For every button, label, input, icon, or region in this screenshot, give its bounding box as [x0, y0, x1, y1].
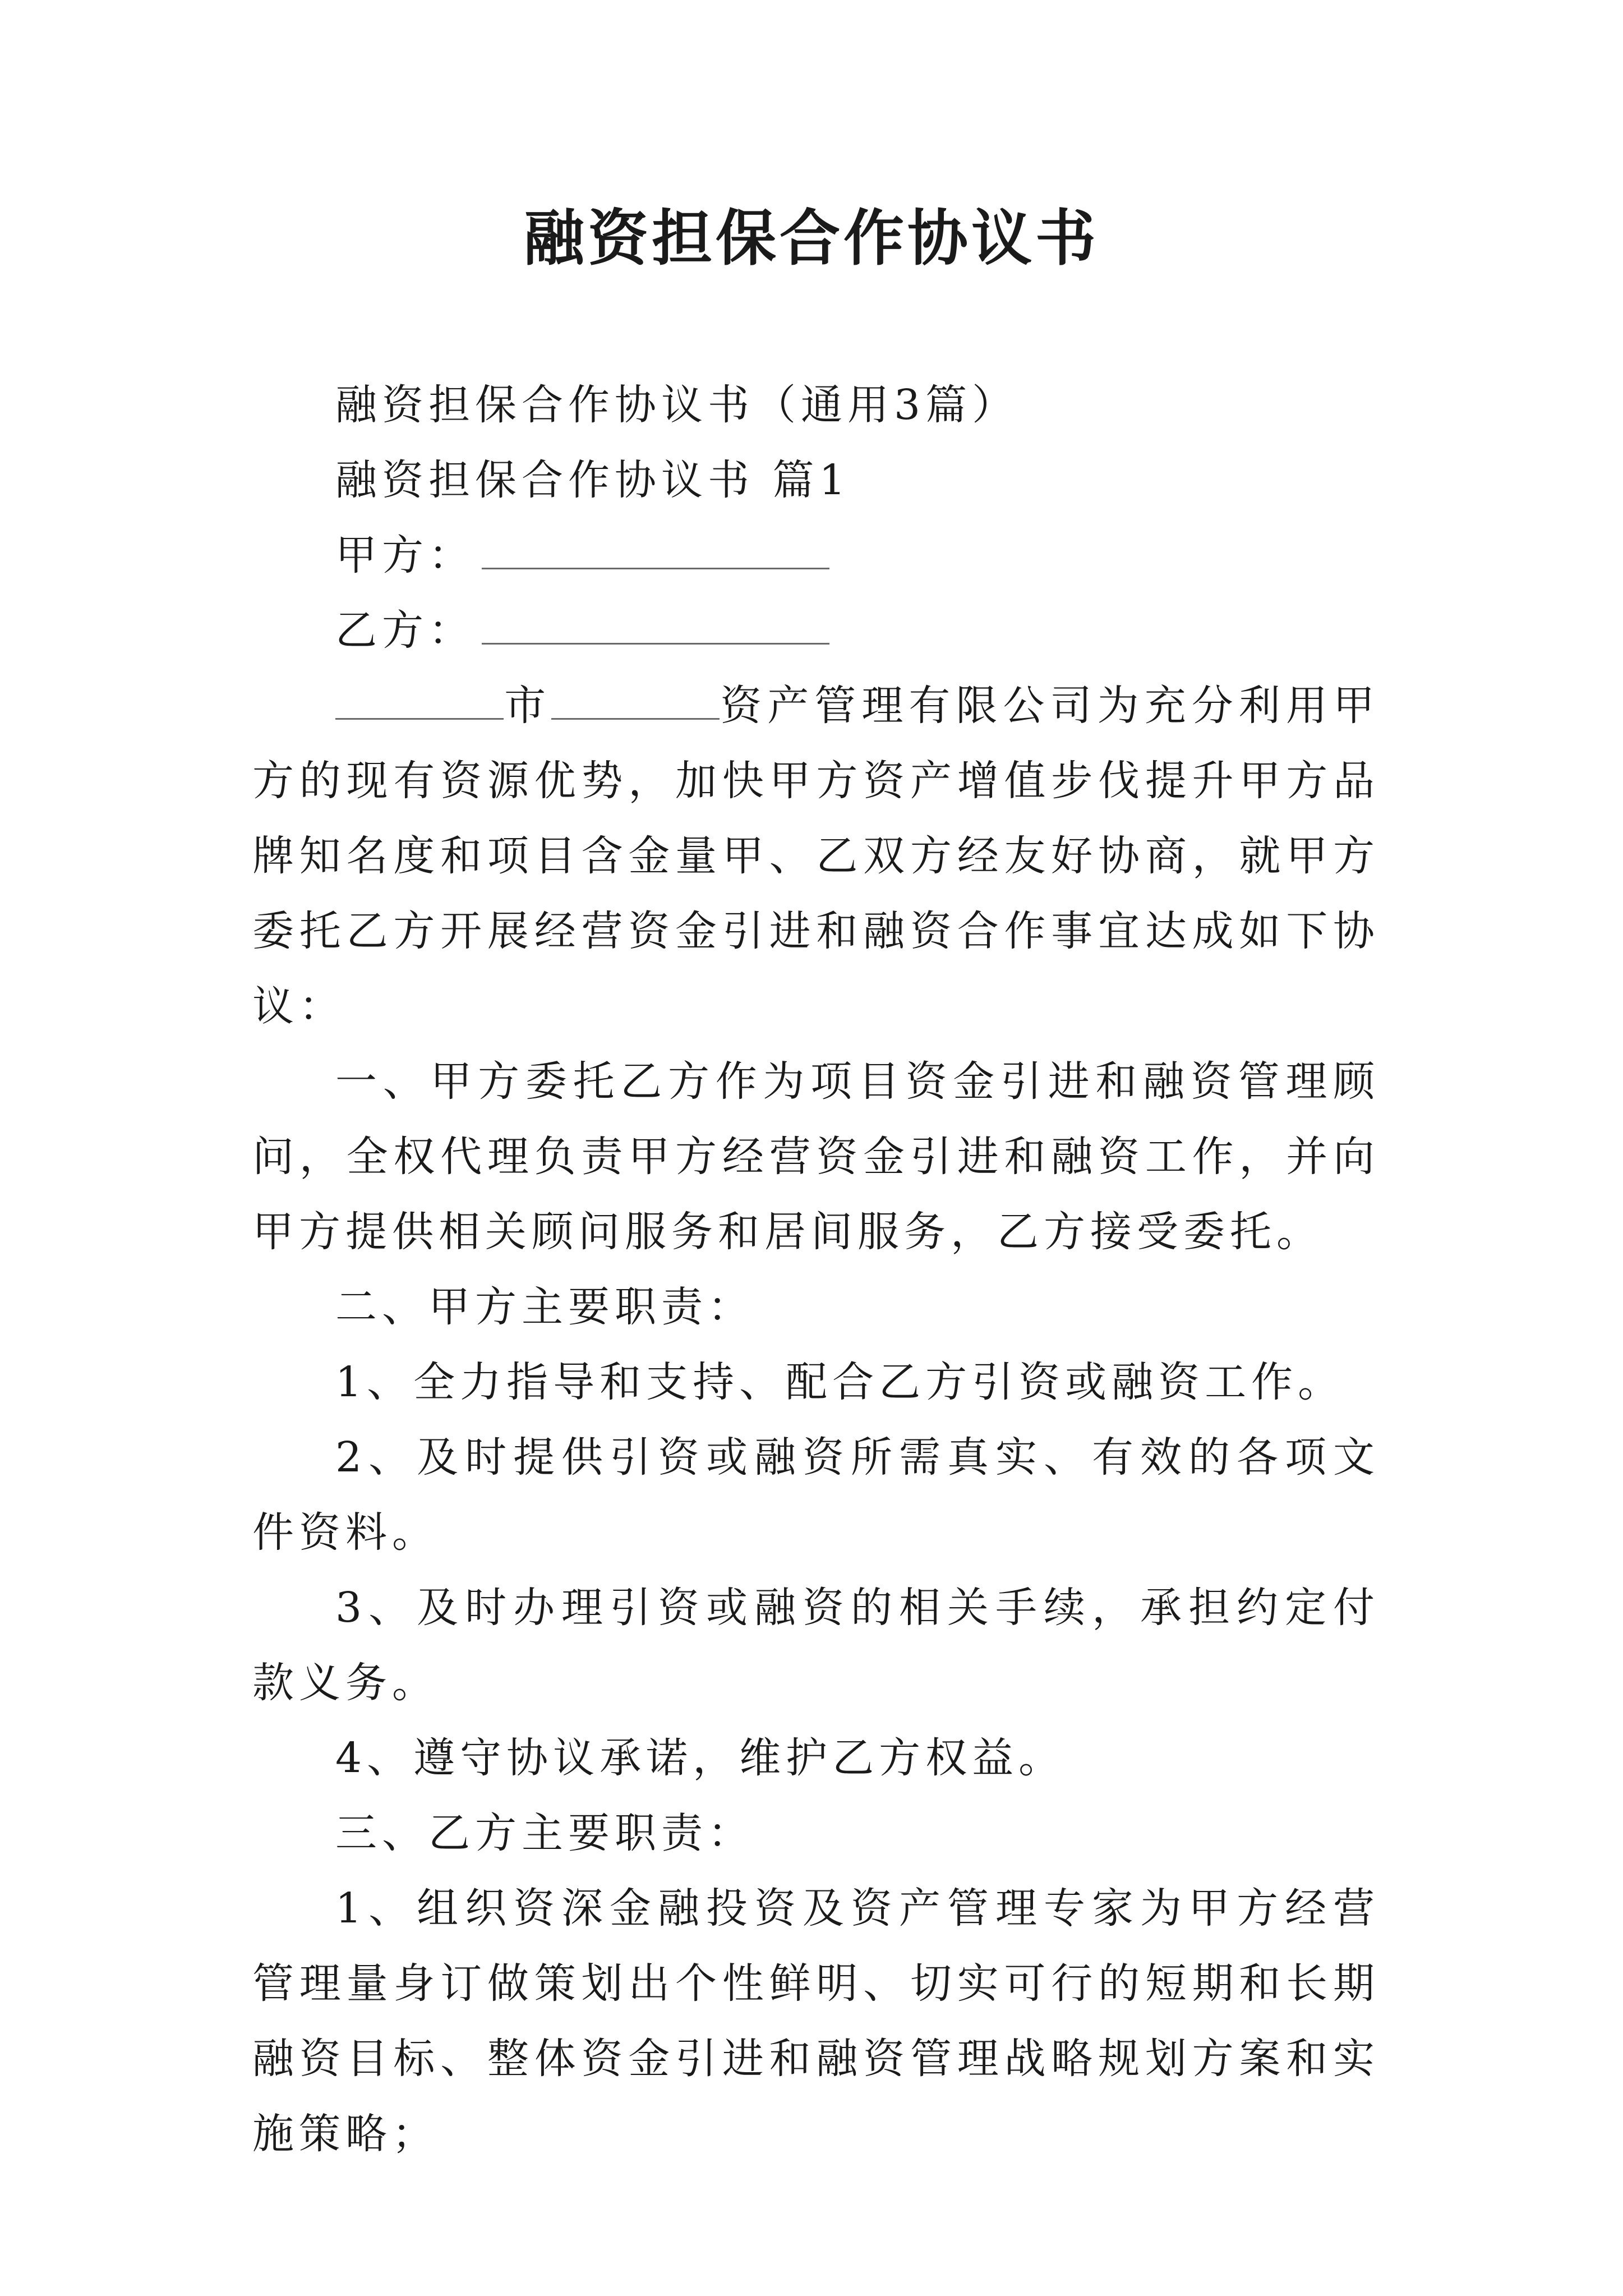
clause-3-item: 1、组织资深金融投资及资产管理专家为甲方经营管理量身订做策划出个性鲜明、切实可行的短期和长期融资目标、整体资金引进和融资管理战略规划方案和实施策略； [252, 1884, 1380, 2158]
clause-2-item: 4、遵守协议承诺，维护乙方权益。 [335, 1734, 1066, 1782]
document-body [252, 367, 1380, 2171]
document-title: 融资担保合作协议书 [523, 203, 1099, 274]
clause-2-item: 1、全力指导和支持、配合乙方引资或融资工作。 [335, 1358, 1345, 1406]
clause-2-item: 2、及时提供引资或融资所需真实、有效的各项文件资料。 [252, 1433, 1380, 1557]
party-a-line [252, 518, 1380, 593]
clause-2-heading: 二、甲方主要职责： [335, 1283, 754, 1331]
section-heading: 融资担保合作协议书 篇1 [335, 456, 851, 504]
intro-city-word: 市 [504, 682, 552, 730]
clause-2-item: 3、及时办理引资或融资的相关手续，承担约定付款义务。 [252, 1584, 1380, 1707]
subtitle: 融资担保合作协议书（通用3篇） [335, 381, 1019, 429]
party-b-label: 乙方： [335, 606, 475, 655]
party-b-line [252, 593, 1380, 668]
company-blank [551, 684, 720, 720]
city-blank [335, 684, 504, 720]
party-a-label: 甲方： [335, 531, 475, 579]
clause-1: 一、甲方委托乙方作为项目资金引进和融资管理顾问，全权代理负责甲方经营资金引进和融资工作，并向甲方提供相关顾问服务和居间服务，乙方接受委托。 [252, 1057, 1380, 1256]
party-a-blank [482, 534, 829, 569]
party-b-blank [482, 609, 829, 645]
intro-text: 资产管理有限公司为充分利用甲方的现有资源优势，加快甲方资产增值步伐提升甲方品牌知名度和项目含金量甲、乙双方经友好协商，就甲方委托乙方开展经营资金引进和融资合作事宜达成如下协议： [252, 682, 1380, 1030]
clause-3-heading: 三、乙方主要职责： [335, 1809, 754, 1857]
intro-paragraph [252, 668, 1380, 1044]
